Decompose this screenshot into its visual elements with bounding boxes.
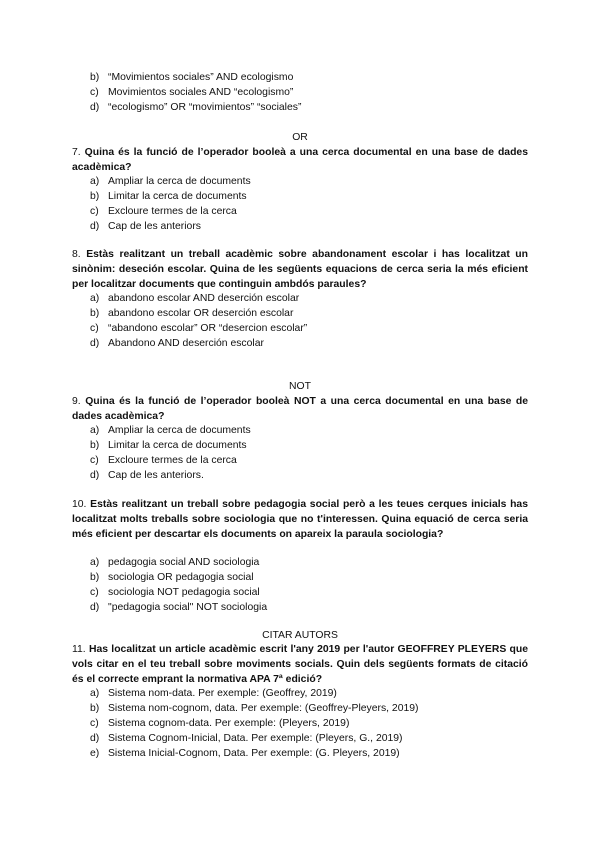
q11-option-e: e) Sistema Inicial-Cognom, Data. Per exemple: (G. Pleyers, 2019) bbox=[90, 748, 400, 759]
option-c: c) Movimientos sociales AND “ecologismo” bbox=[90, 87, 294, 98]
q11-option-c: c) Sistema cognom-data. Per exemple: (Pleyers, 2019) bbox=[90, 718, 350, 729]
q7-option-b: b) Limitar la cerca de documents bbox=[90, 191, 247, 202]
q8-option-a: a) abandono escolar AND deserción escolar bbox=[90, 293, 300, 304]
q7-option-a: a) Ampliar la cerca de documents bbox=[90, 176, 251, 187]
q10-option-a: a) pedagogia social AND sociologia bbox=[90, 557, 260, 568]
q7-option-d: d) Cap de les anteriors bbox=[90, 221, 201, 232]
q7-option-c: c) Excloure termes de la cerca bbox=[90, 206, 237, 217]
section-heading-citar-autors: CITAR AUTORS bbox=[262, 630, 338, 641]
question-10: 10. Estàs realitzant un treball sobre pedagogia social però a les teues cerques inicials has localitzat molts treballs sobre sociologia que no t'interessen. Quina equació de cerca seria més eficient per descartar els documents on apareix la paraula sociologia? bbox=[72, 499, 528, 540]
q11-option-b: b) Sistema nom-cognom, data. Per exemple: (Geoffrey-Pleyers, 2019) bbox=[90, 703, 419, 714]
q8-option-b: b) abandono escolar OR deserción escolar bbox=[90, 308, 294, 319]
option-b: b) “Movimientos sociales” AND ecologismo bbox=[90, 72, 294, 83]
q8-option-d: d) Abandono AND deserción escolar bbox=[90, 338, 264, 349]
q11-option-d: d) Sistema Cognom-Inicial, Data. Per exemple: (Pleyers, G., 2019) bbox=[90, 733, 403, 744]
q10-option-d: d) "pedagogia social" NOT sociologia bbox=[90, 602, 268, 613]
q11-option-a: a) Sistema nom-data. Per exemple: (Geoffrey, 2019) bbox=[90, 688, 337, 699]
q9-option-a: a) Ampliar la cerca de documents bbox=[90, 425, 251, 436]
q9-option-d: d) Cap de les anteriors. bbox=[90, 470, 204, 481]
q9-option-b: b) Limitar la cerca de documents bbox=[90, 440, 247, 451]
section-heading-not: NOT bbox=[289, 381, 311, 392]
question-7: 7. Quina és la funció de l’operador booleà a una cerca documental en una base de dades acadèmica? bbox=[72, 147, 528, 173]
question-9: 9. Quina és la funció de l’operador booleà NOT a una cerca documental en una base de dades acadèmica? bbox=[72, 396, 529, 422]
q10-option-b: b) sociologia OR pedagogia social bbox=[90, 572, 254, 583]
option-d: d) “ecologismo” OR “movimientos” “sociales” bbox=[90, 102, 302, 113]
question-11: 11. Has localitzat un article acadèmic escrit l'any 2019 per l'autor GEOFFREY PLEYERS que vols citar en el teu treball sobre moviments socials. Quin dels següents formats de citació és el correcte emprant la normativa APA 7ª edició? bbox=[72, 644, 529, 685]
q9-option-c: c) Excloure termes de la cerca bbox=[90, 455, 237, 466]
section-heading-or: OR bbox=[292, 132, 308, 143]
q10-option-c: c) sociologia NOT pedagogia social bbox=[90, 587, 260, 598]
question-8: 8. Estàs realitzant un treball acadèmic sobre abandonament escolar i has localitzat un sinònim: deseción escolar. Quina de les següents equacions de cerca seria la més eficient per localitzar documents que continguin ambdós paraules? bbox=[72, 249, 529, 290]
q8-option-c: c) “abandono escolar” OR “desercion escolar” bbox=[90, 323, 308, 334]
